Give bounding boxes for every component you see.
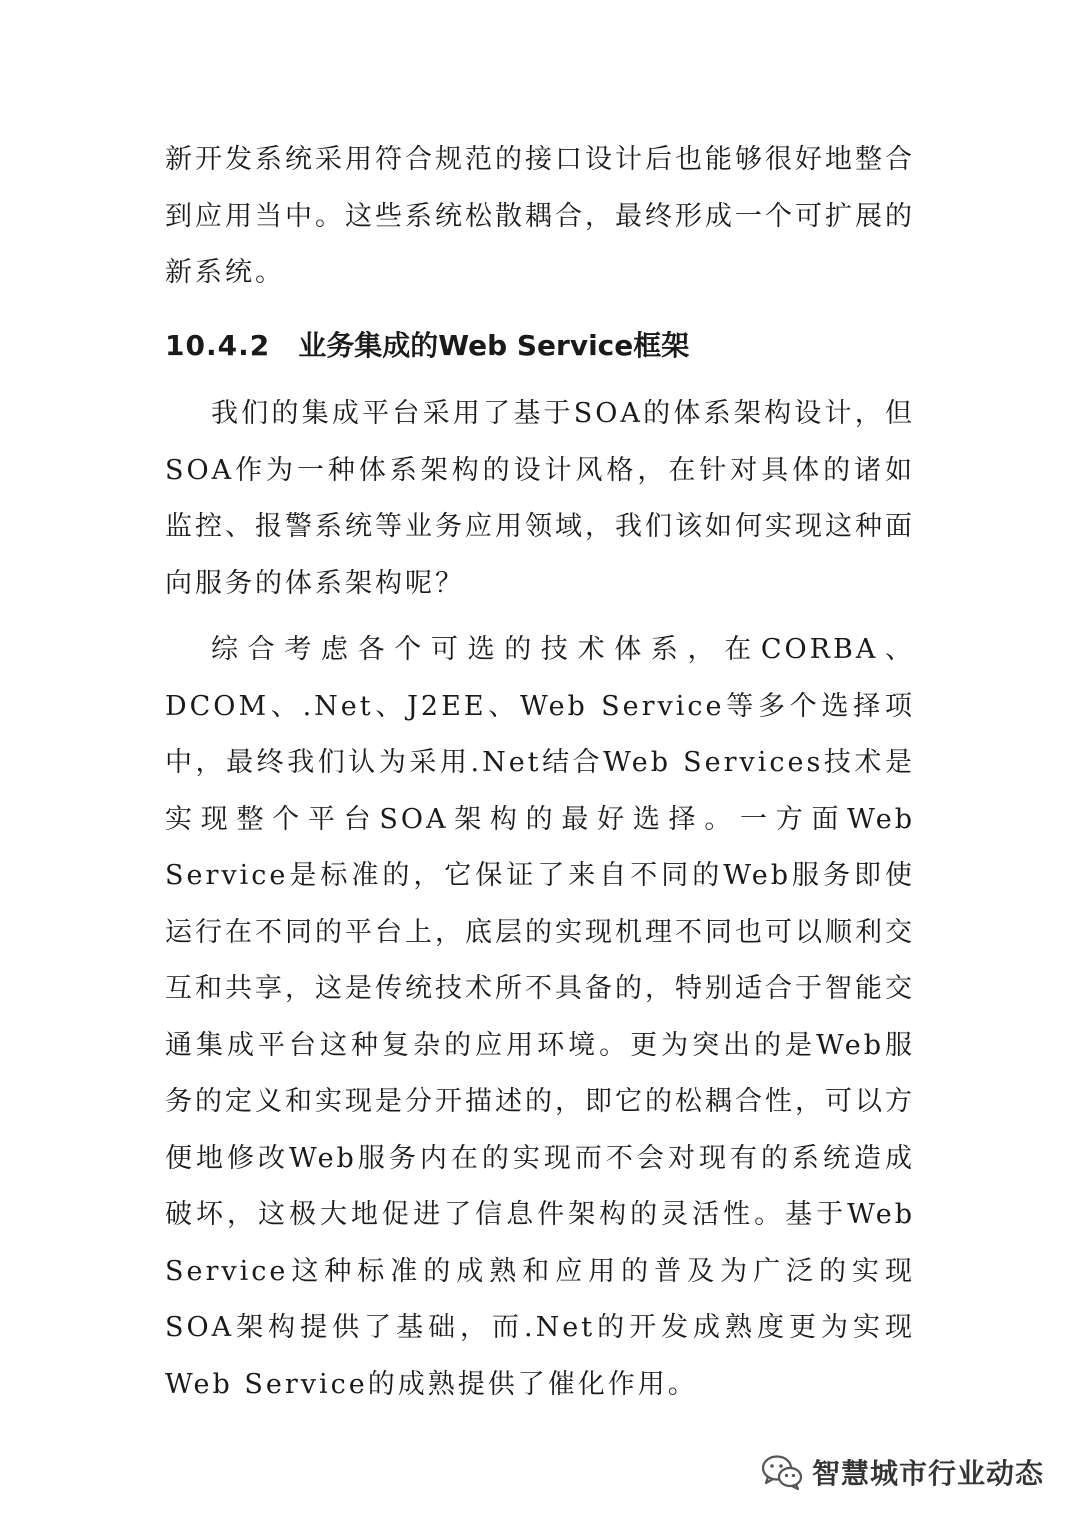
paragraph-web-service: 综合考虑各个可选的技术体系，在CORBA、DCOM、.Net、J2EE、Web Service等多个选择项中，最终我们认为采用.Net结合Web Services技术是实现整个平台SOA架构的最好选择。一方面Web Service是标准的，它保证了来自不同的Web服务即使运行在不同的平台上，底层的实现机理不同也可以顺利交互和共享，这是传统技术所不具备的，特别适合于智能交通集成平台这种复杂的应用环境。更为突出的是Web服务的定义和实现是分开描述的，即它的松耦合性，可以方便地修改Web服务内在的实现而不会对现有的系统造成破坏，这极大地促进了信息件架构的灵活性。基于Web Service这种标准的成熟和应用的普及为广泛的实现SOA架构提供了基础，而.Net的开发成熟度更为实现Web Service的成熟提供了催化作用。 — [165, 634, 915, 1400]
watermark-text: 智慧城市行业动态 — [811, 1457, 1044, 1490]
section-number: 10.4.2 — [165, 329, 271, 362]
section-heading — [165, 318, 915, 374]
paragraph-soa: 我们的集成平台采用了基于SOA的体系架构设计，但SOA作为一种体系架构的设计风格，在针对具体的诸如监控、报警系统等业务应用领域，我们该如何实现这种面向服务的体系架构呢？ — [165, 398, 915, 599]
watermark — [760, 1452, 1044, 1492]
section-title: 业务集成的Web Service框架 — [298, 329, 690, 362]
paragraph-intro: 新开发系统采用符合规范的接口设计后也能够很好地整合到应用当中。这些系统松散耦合，最终形成一个可扩展的新系统。 — [165, 144, 915, 288]
wechat-icon — [760, 1452, 804, 1492]
